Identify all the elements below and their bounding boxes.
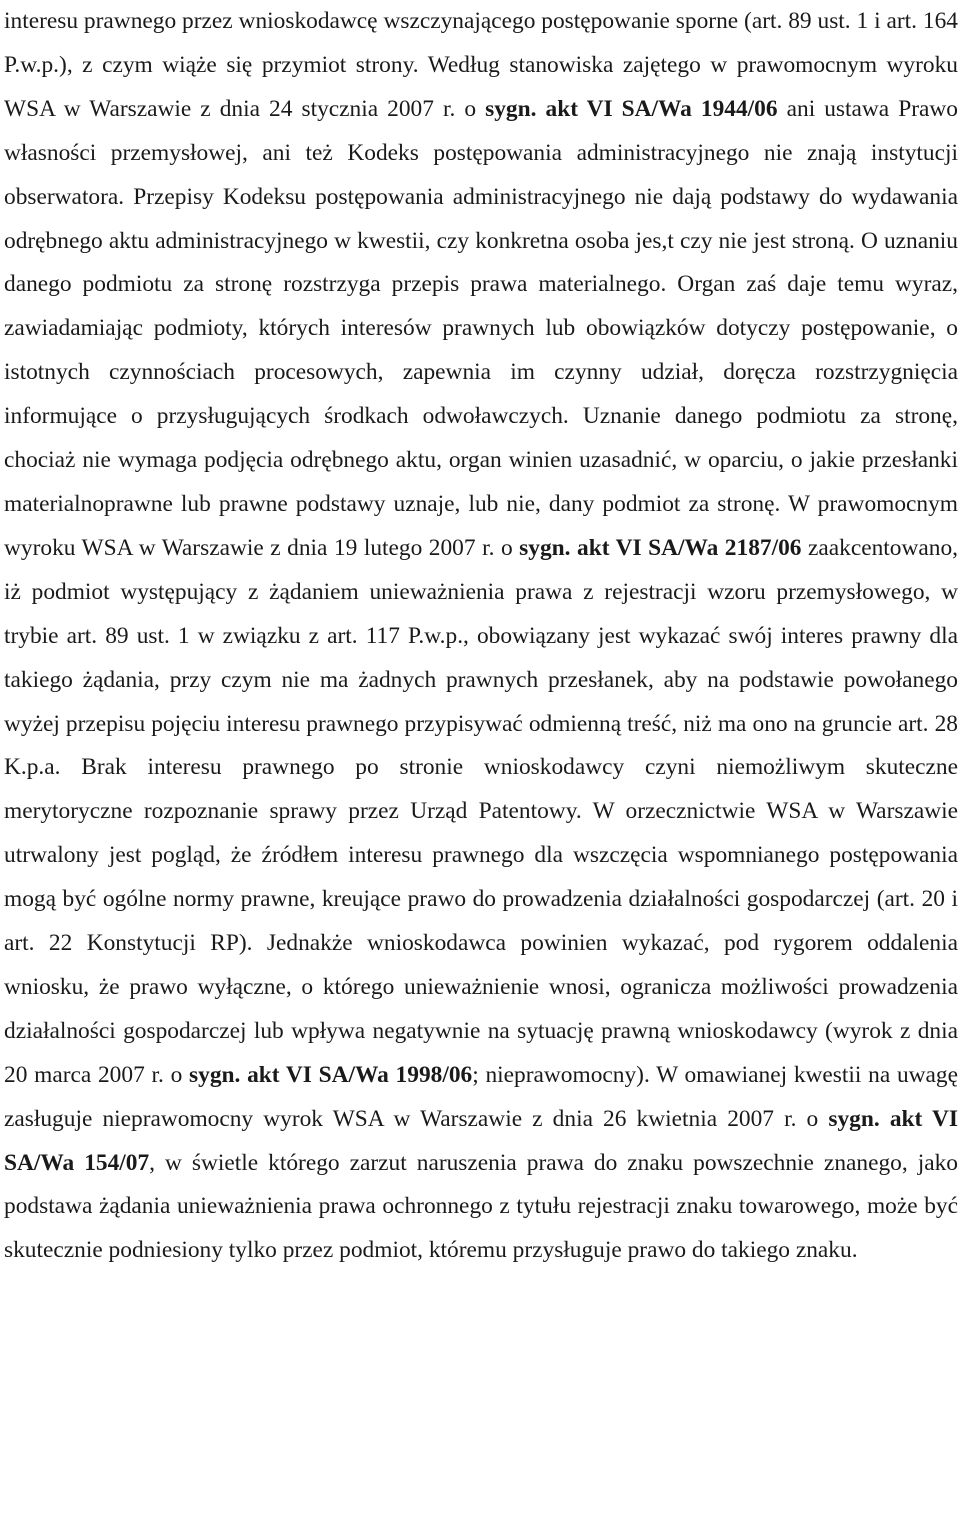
case-reference: sygn. akt VI SA/Wa 2187/06 [519,534,802,561]
text-segment: zaakcentowano, iż podmiot występujący z żądaniem unieważnienia prawa z rejestracji wzoru przemysłowego, w trybie art. 89 ust. 1 w związku z art. 117 P.w.p., obowiązany jest wykazać swój interes prawny dla takiego żądania, przy czym nie ma żadnych prawnych przesłanek, aby na podstawie powołanego wyżej przepisu pojęciu interesu prawnego przypisywać odmienną treść, niż ma ono na gruncie art. 28 K.p.a. Brak interesu prawnego po stronie wnioskodawcy czyni niemożliwym skuteczne merytoryczne rozpoznanie sprawy przez Urząd Patentowy. W orzecznictwie WSA w Warszawie utrwalony jest pogląd, że źródłem interesu prawnego dla wszczęcia wspomnianego postępowania mogą być ogólne normy prawne, kreujące prawo do prowadzenia działalności gospodarczej (art. 20 i art. 22 Konstytucji RP). Jednakże wnioskodawca powinien wykazać, pod rygorem oddalenia wniosku, że prawo wyłączne, o którego unieważnienie wnosi, ogranicza możliwości prowadzenia działalności gospodarczej lub wpływa negatywnie na sytuację prawną wnioskodawcy (wyrok z dnia 20 marca 2007 r. o [4,534,959,1088]
text-segment: interesu prawnego przez wnioskodawcę wszczynającego postępowanie sporne (art. 89 ust. 1 i art. 164 P.w.p.), z czym wiąże się przymiot strony. Według stanowiska zajętego w prawomocnym wyroku WSA w Warszawie z dnia 24 stycznia 2007 r. o [4,8,958,122]
case-reference: sygn. akt VI SA/Wa 1998/06 [189,1061,473,1088]
text-segment: , w świetle którego zarzut naruszenia prawa do znaku powszechnie znanego, jako podstawa żądania unieważnienia prawa ochronnego z tytułu rejestracji znaku towarowego, może być skutecznie podniesiony tylko przez podmiot, któremu przysługuje prawo do takiego znaku. [4,1149,958,1264]
document-page [4,0,958,1273]
case-reference: sygn. akt VI SA/Wa 154/07 [4,1105,958,1176]
case-reference: sygn. akt VI SA/Wa 1944/06 [485,95,778,122]
text-segment: ani ustawa Prawo własności przemysłowej, ani też Kodeks postępowania administracyjnego nie znają instytucji obserwatora. Przepisy Kodeksu postępowania administracyjnego nie dają podstawy do wydawania odrębnego aktu administracyjnego w kwestii, czy konkretna osoba jes,t czy nie jest stroną. O uznaniu danego podmiotu za stronę rozstrzyga przepis prawa materialnego. Organ zaś daje temu wyraz, zawiadamiając podmioty, których interesów prawnych lub obowiązków dotyczy postępowanie, o istotnych czynnościach procesowych, zapewnia im czynny udział, doręcza rozstrzygnięcia informujące o przysługujących środkach odwoławczych. Uznanie danego podmiotu za stronę, chociaż nie wymaga podjęcia odrębnego aktu, organ winien uzasadnić, w oparciu, o jakie przesłanki materialnoprawne lub prawne podstawy uznaje, lub nie, dany podmiot za stronę. W prawomocnym wyroku WSA w Warszawie z dnia 19 lutego 2007 r. o [4,95,959,561]
body-paragraph [4,0,958,1273]
text-segment: ; nieprawomocny). W omawianej kwestii na uwagę zasługuje nieprawomocny wyrok WSA w Warszawie z dnia 26 kwietnia 2007 r. o [4,1061,958,1132]
